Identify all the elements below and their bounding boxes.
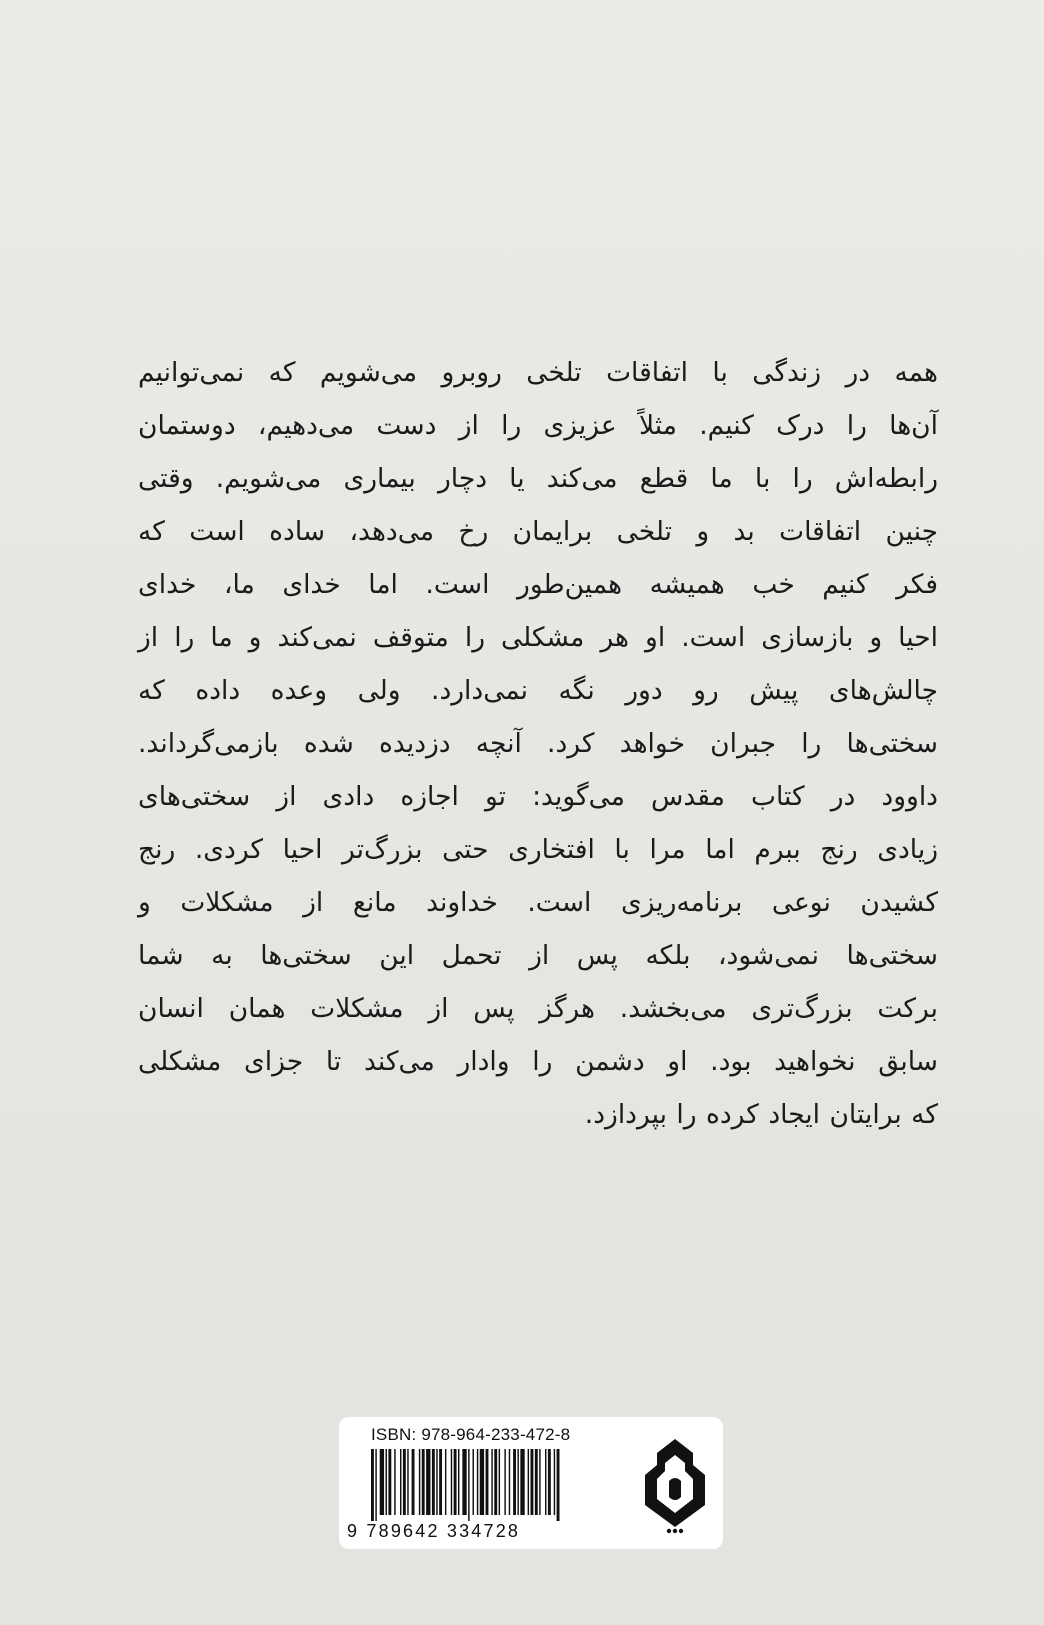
barcode-bar (509, 1449, 510, 1515)
barcode-bar (462, 1449, 466, 1515)
barcode-bar (419, 1449, 420, 1515)
barcode-bar (531, 1449, 534, 1515)
barcode-bar (445, 1449, 446, 1515)
barcode-bar (454, 1449, 457, 1515)
barcode-bar (394, 1449, 395, 1515)
barcode (371, 1449, 627, 1521)
barcode-bar (539, 1449, 540, 1515)
barcode-bar (439, 1449, 442, 1515)
barcode-bar (557, 1449, 560, 1521)
barcode-bar (436, 1449, 437, 1515)
blurb-line: آن‌ها را درک کنیم. مثلاً عزیزی را از دست می‌دهیم، دوستمان (138, 410, 938, 441)
barcode-bar (426, 1449, 430, 1515)
barcode-bar (371, 1449, 374, 1521)
barcode-bar (499, 1449, 500, 1515)
barcode-bar (491, 1449, 492, 1515)
barcode-bar (494, 1449, 497, 1515)
barcode-bar (468, 1449, 469, 1521)
barcode-bar (380, 1449, 384, 1515)
publisher-logo-icon (635, 1435, 715, 1535)
blurb-line: زیادی رنج ببرم اما مرا با افتخاری حتی بزرگ‌تر احیا کردی. رنج (138, 834, 938, 865)
blurb-line: رابطه‌اش را با ما قطع می‌کند یا دچار بیماری می‌شویم. وقتی (138, 463, 938, 494)
blurb-line: سابق نخواهید بود. او دشمن را وادار می‌کند تا جزای مشکلی (138, 1046, 938, 1077)
barcode-bar (407, 1449, 408, 1515)
blurb-line: همه در زندگی با اتفاقات تلخی روبرو می‌شویم که نمی‌توانیم (138, 357, 938, 388)
barcode-bar (535, 1449, 538, 1515)
barcode-bar (517, 1449, 518, 1515)
barcode-bar (513, 1449, 516, 1515)
back-cover-blurb (138, 346, 938, 1141)
barcode-bar (545, 1449, 546, 1515)
blurb-line: کشیدن نوعی برنامه‌ریزی است. خداوند مانع از مشکلات و (138, 887, 938, 918)
blurb-line: سختی‌ها را جبران خواهد کرد. آنچه دزدیده شده بازمی‌گرداند. (138, 728, 938, 759)
barcode-bar (520, 1449, 524, 1515)
blurb-line: فکر کنیم خب همیشه همین‌طور است. اما خدای ما، خدای (138, 569, 938, 600)
barcode-bar (412, 1449, 415, 1515)
barcode-bar (504, 1449, 505, 1515)
barcode-bar (388, 1449, 391, 1515)
barcode-bar (400, 1449, 401, 1515)
blurb-line: چالش‌های پیش رو دور نگه نمی‌دارد. ولی وعده داده که (138, 675, 938, 706)
barcode-bar (458, 1449, 459, 1515)
barcode-bar (422, 1449, 425, 1515)
barcode-bar (473, 1449, 474, 1515)
barcode-bar (403, 1449, 406, 1515)
barcode-bar (375, 1449, 376, 1521)
blurb-line: که برایتان ایجاد کرده را بپردازد. (584, 1099, 938, 1130)
blurb-line: چنین اتفاقات بد و تلخی برایمان رخ می‌دهد، ساده است که (138, 516, 938, 547)
barcode-bar (477, 1449, 478, 1515)
barcode-bar (548, 1449, 551, 1515)
barcode-digits: 9 789642 334728 (347, 1521, 521, 1541)
isbn-barcode-box (339, 1417, 723, 1549)
barcode-bar (480, 1449, 484, 1515)
barcode-bar (386, 1449, 387, 1515)
isbn-label: ISBN: 978-964-233-472-8 (371, 1425, 571, 1444)
blurb-line: سختی‌ها نمی‌شود، بلکه پس از تحمل این سختی‌ها به شما (138, 940, 938, 971)
barcode-bar (451, 1449, 452, 1515)
barcode-bar (432, 1449, 435, 1515)
blurb-line: برکت بزرگ‌تری می‌بخشد. هرگز پس از مشکلات همان انسان (138, 993, 938, 1024)
blurb-line: داوود در کتاب مقدس می‌گوید: تو اجازه دادی از سختی‌های (138, 781, 938, 812)
barcode-bar (486, 1449, 489, 1515)
barcode-bar (528, 1449, 529, 1515)
blurb-line: احیا و بازسازی است. او هر مشکلی را متوقف نمی‌کند و ما را از (138, 622, 938, 653)
barcode-bar (554, 1449, 555, 1515)
